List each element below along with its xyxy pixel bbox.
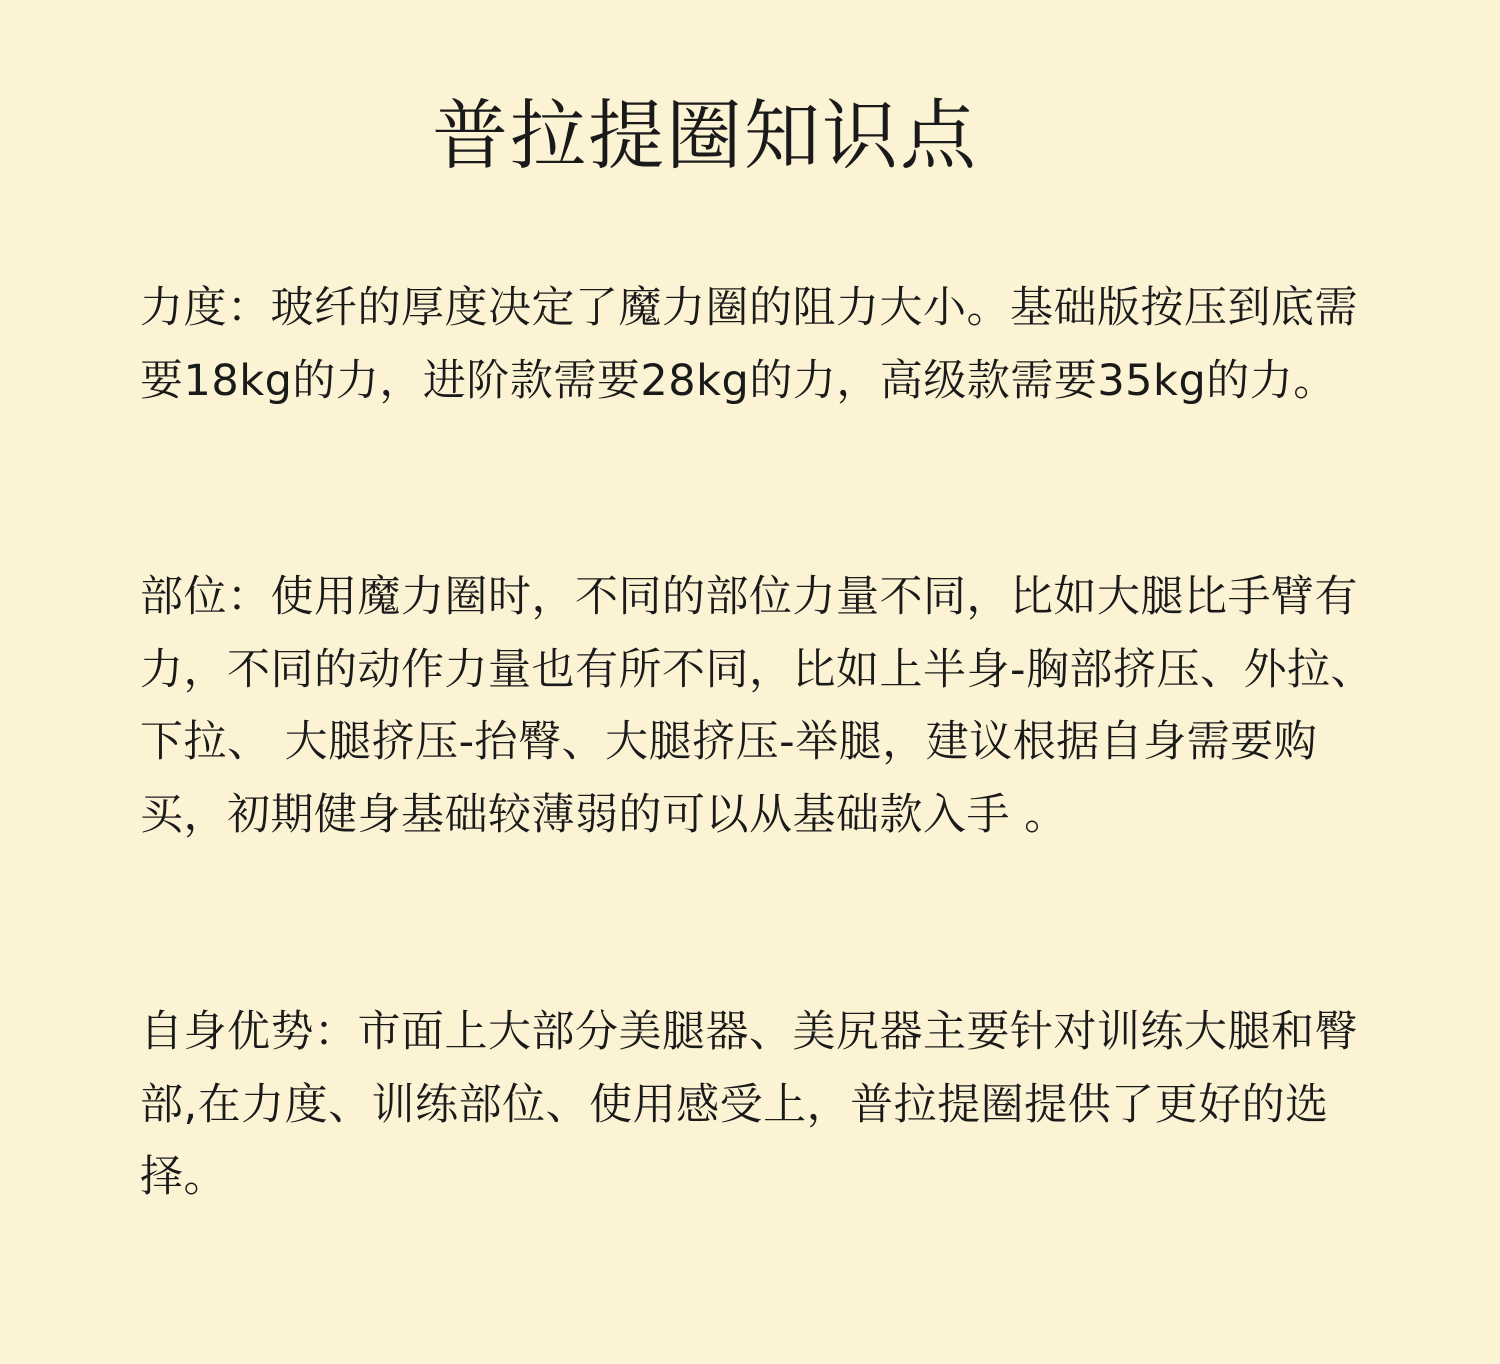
advantages-paragraph: 自身优势：市面上大部分美腿器、美尻器主要针对训练大腿和臀部,在力度、训练部位、使用感受上，普拉提圈提供了更好的选择。 (140, 1007, 1358, 1202)
body-parts-paragraph: 部位：使用魔力圈时，不同的部位力量不同，比如大腿比手臂有力，不同的动作力量也有所不同，比如上半身-胸部挤压、外拉、下拉、 大腿挤压-抬臀、大腿挤压-举腿，建议根据自身需要购买，初期健身基础较薄弱的可以从基础款入手 。 (140, 572, 1375, 840)
page-title: 普拉提圈知识点 (432, 91, 978, 180)
strength-paragraph: 力度：玻纤的厚度决定了魔力圈的阻力大小。基础版按压到底需要18kg的力，进阶款需要28kg的力，高级款需要35kg的力。 (140, 283, 1358, 406)
